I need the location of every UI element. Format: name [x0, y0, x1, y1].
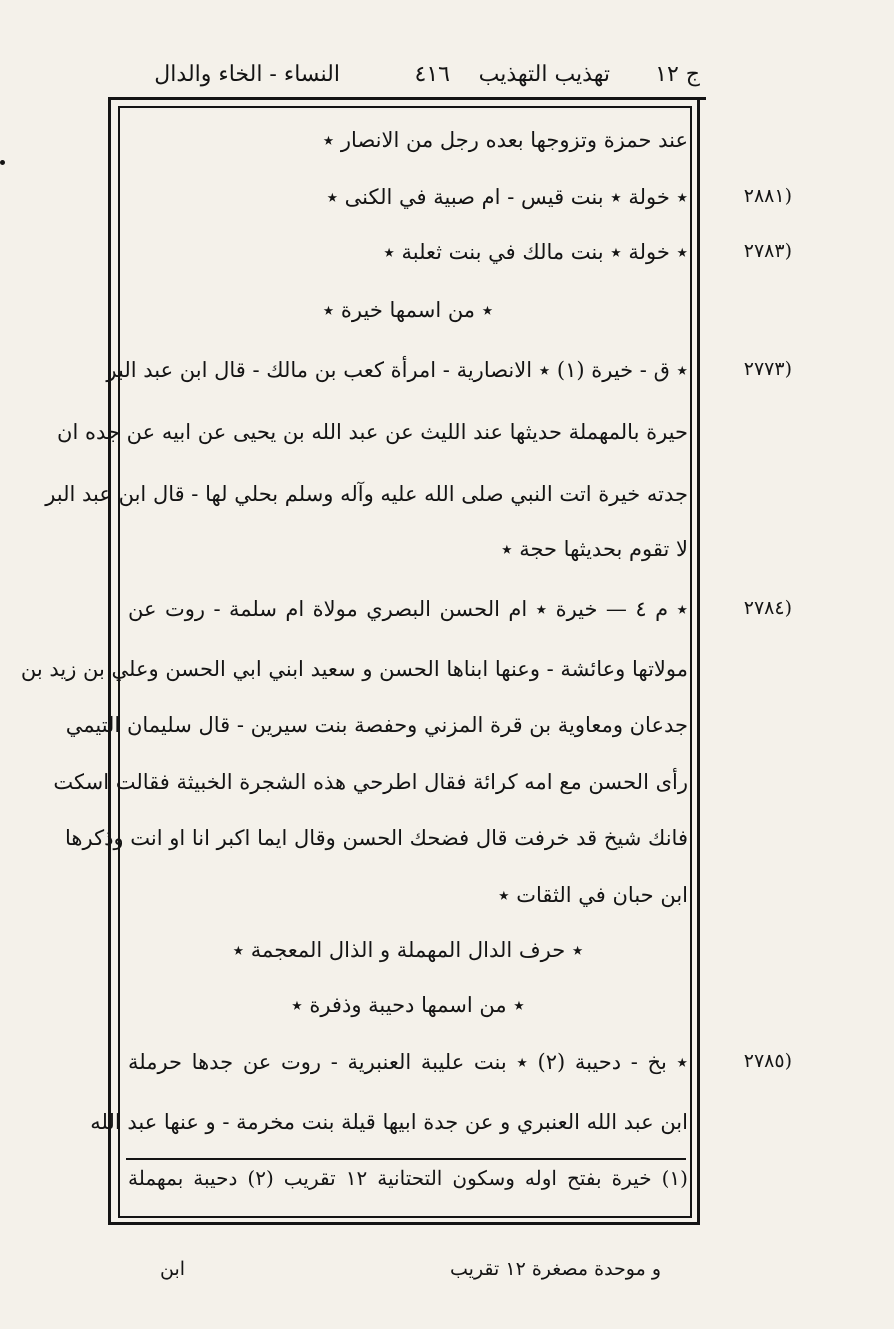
section-heading: ٭ من اسمها خيرة ٭: [322, 298, 494, 322]
entry-number: (٢٧٨٤: [743, 597, 792, 619]
running-header: [60, 58, 700, 96]
text-line: عند حمزة وتزوجها بعده رجل من الانصار ٭: [322, 128, 688, 152]
text-line: ٭ م ٤ — خيرة ٭ ام الحسن البصري مولاة ام سلمة - روت عن: [128, 597, 688, 621]
text-line: رأى الحسن مع امه كرائة فقال اطرحي هذه الشجرة الخبيثة فقالت اسكت: [53, 770, 688, 794]
margin-mark: [0, 160, 5, 165]
text-line: جدعان ومعاوية بن قرة المزني وحفصة بنت سيرين - قال سليمان التيمي: [65, 713, 688, 737]
book-title: تهذيب التهذيب: [478, 62, 610, 87]
section-heading: ٭ من اسمها دحيبة وذفرة ٭: [291, 993, 525, 1017]
entry-number: (٢٧٨٥: [743, 1050, 792, 1072]
text-line: جدته خيرة اتت النبي صلى الله عليه وآله وسلم بحلي لها - قال ابن عبد البر: [45, 482, 688, 506]
volume-label: ج ١٢: [655, 62, 700, 87]
section-title: النساء - الخاء والدال: [154, 62, 340, 87]
entry-number: (٢٨٨١: [743, 185, 792, 207]
text-line: ٭ خولة ٭ بنت مالك في بنت ثعلبة ٭: [383, 240, 688, 264]
text-line: فانك شيخ قد خرفت قال فضحك الحسن وقال ايما اكبر انا او انت وذكرها: [65, 826, 688, 850]
text-line: مولاتها وعائشة - وعنها ابناها الحسن و سعيد ابني ابي الحسن وعلي بن زيد بن: [20, 657, 688, 681]
footnote: (١) خيرة بفتح اوله وسكون التحتانية ١٢ تقريب (٢) دحيبة بمهملة: [128, 1166, 688, 1190]
text-line: ٭ ق - خيرة (١) ٭ الانصارية - امرأة كعب بن مالك - قال ابن عبد البر: [106, 358, 688, 382]
catchword-left: ابن: [160, 1258, 186, 1280]
text-line: ٭ خولة ٭ بنت قيس - ام صبية في الكنى ٭: [326, 185, 688, 209]
catchword-right: و موحدة مصغرة ١٢ تقريب: [450, 1258, 662, 1280]
entry-number: (٢٧٧٣: [743, 358, 792, 380]
text-line: ابن عبد الله العنبري و عن جدة ابيها قيلة بنت مخرمة - و عنها عبد الله: [90, 1110, 688, 1134]
footnote-rule: [126, 1158, 686, 1160]
entry-number: (٢٧٨٣: [743, 240, 792, 262]
text-line: ٭ بخ - دحيبة (٢) ٭ بنت عليبة العنبرية - روت عن جدها حرملة: [128, 1050, 689, 1074]
text-line: حيرة بالمهملة حديثها عند الليث عن عبد الله بن يحيى عن ابيه عن جده ان: [57, 420, 688, 444]
section-heading: ٭ حرف الدال المهملة و الذال المعجمة ٭: [232, 938, 584, 962]
text-line: لا تقوم بحديثها حجة ٭: [501, 537, 688, 561]
page-number: ٤١٦: [414, 62, 450, 87]
text-line: ابن حبان في الثقات ٭: [498, 883, 688, 907]
